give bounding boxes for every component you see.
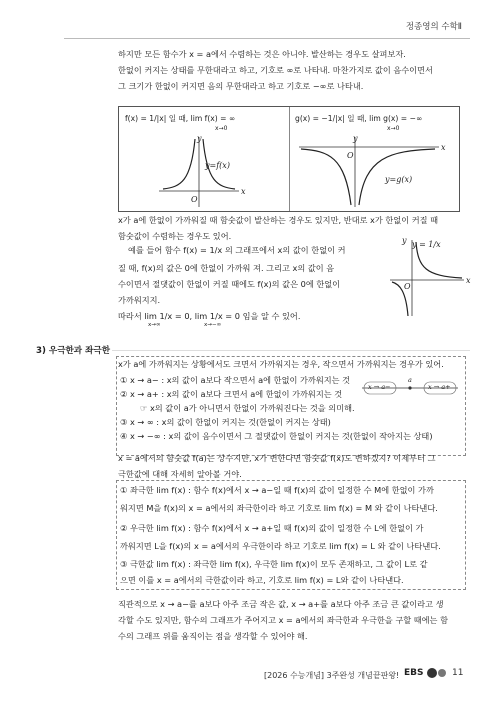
box-line: ③ x → ∞ : x의 값이 한없이 커지는 것(한없이 커지는 상태) (120, 417, 331, 427)
def-line: ② 우극한 lim f(x) : 함수 f(x)에서 x → a+일 때 f(x)의 값이 일정한 수 L에 한없이 가 (120, 523, 424, 533)
left-origin: O (191, 195, 198, 204)
reciprocal-y-axis: y (402, 236, 407, 245)
reciprocal-graph-svg (386, 238, 466, 318)
closing-line: 각할 수도 있지만, 함수의 그래프가 주어지고 x = a에서의 좌극한과 우극한을 구할 때에는 함 (118, 615, 448, 625)
closing-line: 수의 그래프 위를 움직이는 점을 생각할 수 있어야 해. (118, 631, 308, 641)
para2-line: x가 a에 한없이 가까워질 때 함숫값이 발산하는 경우도 있지만, 반대로 x가 한없이 커질 때 (118, 215, 439, 225)
right-formula: g(x) = −1/|x| 일 때, lim g(x) = −∞ (295, 114, 423, 123)
ebs-logo-icon (426, 667, 448, 679)
graph-right (289, 107, 459, 211)
intro-line: 하지만 모든 함수가 x = a에서 수렴하는 것은 아니야. 발산하는 경우도 살펴보자. (118, 49, 406, 59)
example-line: 질 때, f(x)의 값은 0에 한없이 가까워 져. 그리고 x의 값이 음 (118, 263, 335, 273)
example-line: 예를 들어 함수 f(x) = 1/x 의 그래프에서 x의 값이 한없이 커 (128, 245, 346, 255)
right-x-axis-label: x (441, 143, 446, 152)
def-line: 으면 이를 x = a에서의 극한값이라 하고, 기호로 lim f(x) = L와 같이 나타낸다. (120, 575, 404, 585)
page-header-title: 정종영의 수학Ⅱ (405, 22, 462, 32)
right-y-axis-label: y (353, 134, 358, 143)
graph-left (119, 107, 289, 211)
left-formula: f(x) = 1/|x| 일 때, lim f(x) = ∞ (125, 114, 236, 123)
section-rule (112, 350, 470, 351)
left-graph-svg (119, 107, 289, 211)
reciprocal-origin: O (404, 282, 411, 291)
intro-line: 그 크기가 한없이 커지면 음의 무한대라고 하고 기호로 −∞로 나타내. (118, 81, 364, 91)
footer-brand: EBS (404, 668, 424, 678)
box-line: x가 a에 가까워지는 상황에서도 크면서 가까워지는 경우, 작으면서 가까워지는 경우가 있어. (118, 359, 444, 369)
example-conclusion: 따라서 lim 1/x = 0, lim 1/x = 0 임을 알 수 있어. (118, 311, 301, 321)
mid-line: x = a에서의 함숫값 f(a)는 상수지만, x가 변한다면 함숫값 f(x)도 변하겠지? 이제부터 그 (118, 453, 436, 463)
box-line: ① x → a− : x의 값이 a보다 작으면서 a에 한없이 가까워지는 것 (120, 375, 351, 385)
def-line: ① 좌극한 lim f(x) : 함수 f(x)에서 x → a−일 때 f(x)의 값이 일정한 수 M에 한없이 가까 (120, 485, 434, 495)
infinite-limit-graphs (118, 106, 460, 212)
right-graph-svg (289, 107, 459, 211)
closing-line: 직관적으로 x → a−를 a보다 아주 조금 작은 값, x → a+를 a보다 아주 조금 큰 값이라고 생 (118, 599, 444, 609)
left-curve-label: y=f(x) (205, 161, 230, 170)
footer-text: [2026 수능개념] 3주완성 개념끝판왕! (264, 671, 400, 680)
example-line: 가까워지지. (118, 295, 161, 305)
def-line: 워지면 M을 f(x)의 x = a에서의 좌극한이라 하고 기호로 lim f(x) = M 와 같이 나타낸다. (120, 503, 438, 513)
box-line: ④ x → −∞ : x의 값이 음수이면서 그 절댓값이 한없이 커지는 것(한없이 작아지는 상태) (120, 431, 433, 441)
box-line: ② x → a+ : x의 값이 a보다 크면서 a에 한없이 가까워지는 것 (120, 389, 343, 399)
para2-line: 함숫값이 수렴하는 경우도 있어. (118, 231, 232, 241)
reciprocal-label: y = 1/x (412, 240, 441, 249)
def-line: 까워지면 L을 f(x)의 x = a에서의 우극한이라 하고 기호로 lim f(x) = L 와 같이 나타낸다. (120, 541, 441, 551)
left-formula-sub: x→0 (215, 125, 228, 132)
arrow-left-label: x → a− (368, 383, 391, 391)
conclusion-sub-2: x→−∞ (204, 322, 222, 328)
header-rule (64, 38, 470, 39)
left-y-axis-label: y (197, 134, 202, 143)
section-title: 3) 우극한과 좌극한 (36, 346, 111, 356)
right-curve-label: y=g(x) (385, 175, 413, 184)
conclusion-sub-1: x→∞ (148, 322, 161, 328)
left-x-axis-label: x (241, 187, 246, 196)
box-line: ☞ x의 값이 a가 아니면서 한없이 가까워진다는 것을 의미해. (140, 403, 355, 413)
right-origin: O (347, 151, 354, 160)
page-number: 11 (452, 668, 464, 678)
arrow-right-label: x → a+ (428, 383, 451, 391)
reciprocal-x-axis: x (466, 276, 471, 285)
arrow-a-label: a (408, 376, 412, 384)
right-formula-sub: x→0 (387, 125, 400, 132)
def-line: ③ 극한값 lim f(x) : 좌극한 lim f(x), 우극한 lim f(x)이 모두 존재하고, 그 값이 L로 같 (120, 559, 428, 569)
intro-line: 한없이 커지는 상태를 무한대라고 하고, 기호로 ∞로 나타내. 마찬가지로 값이 음수이면서 (118, 65, 433, 75)
mid-line: 극한값에 대해 자세히 알아볼 거야. (118, 469, 242, 479)
example-line: 수이면서 절댓값이 한없이 커질 때에도 f(x)의 값은 0에 한없이 (118, 279, 341, 289)
